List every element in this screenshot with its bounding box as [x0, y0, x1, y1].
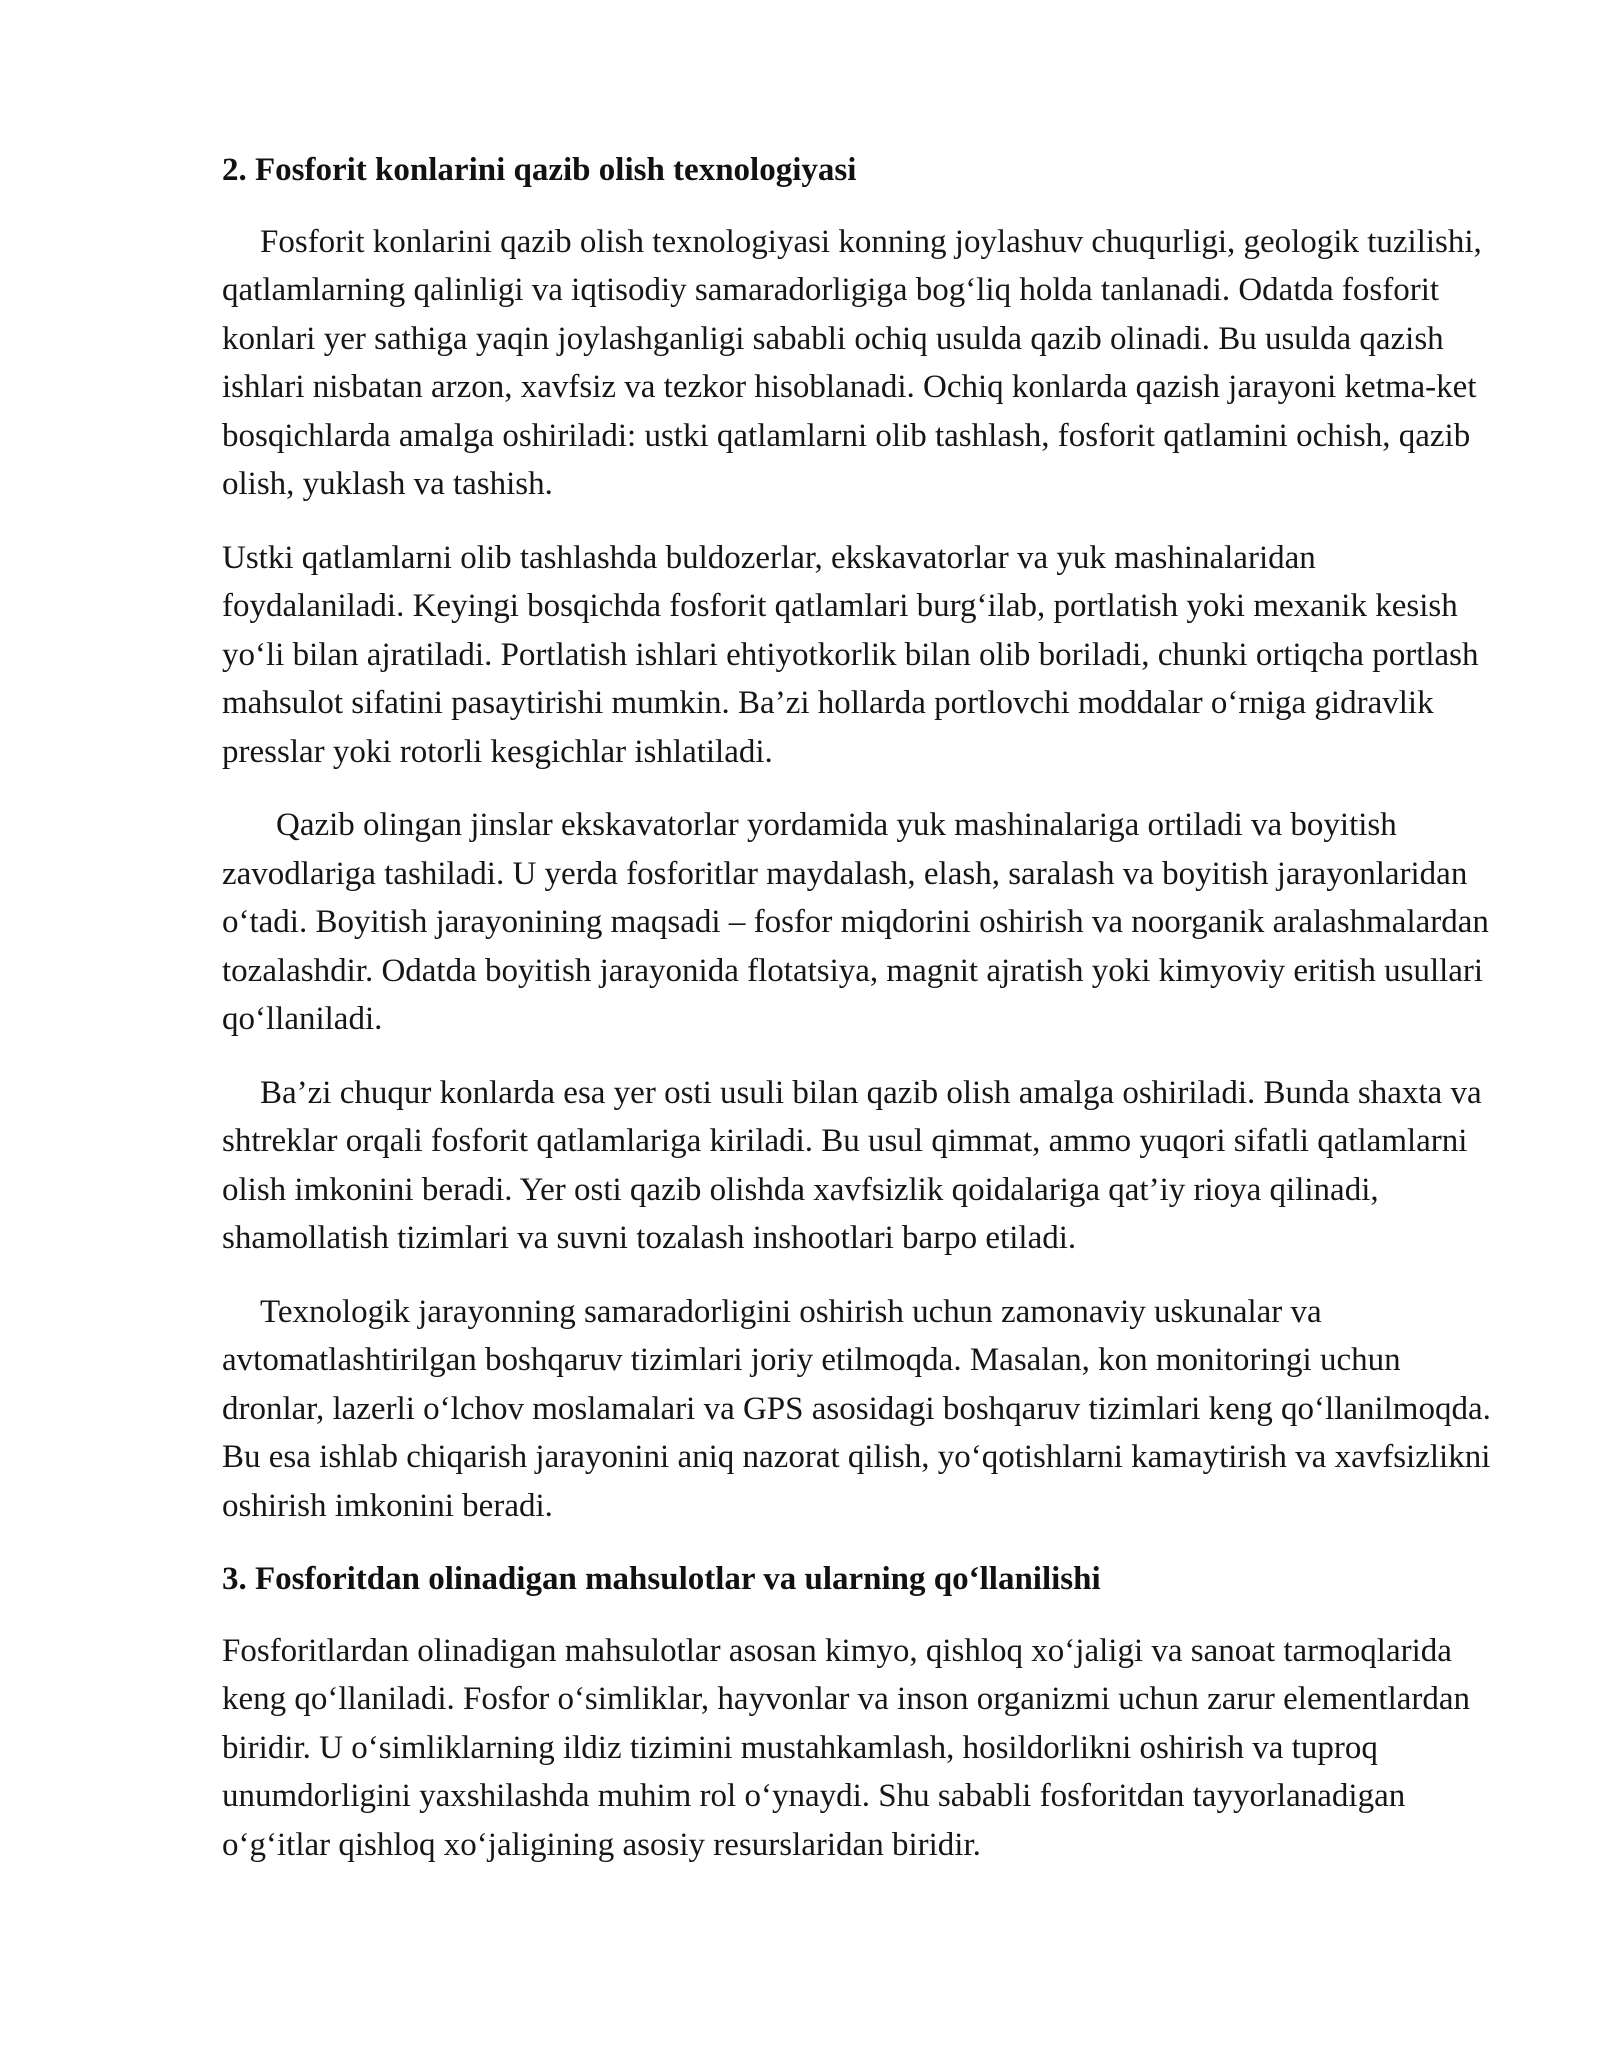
paragraph: Ba’zi chuqur konlarda esa yer osti usuli bilan qazib olish amalga oshiriladi. Bunda shaxta va shtreklar orqali fosforit qatlamlariga kiriladi. Bu usul qimmat, ammo yuqori sifatli qatlamlarni olish imkonini beradi. Yer osti qazib olishda xavfsizlik qoidalariga qat’iy rioya qilinadi, shamollatish tizimlari va suvni tozalash inshootlari barpo etiladi. [222, 1074, 1482, 1256]
paragraph: Fosforit konlarini qazib olish texnologiyasi konning joylashuv chuqurligi, geologik tuzilishi, qatlamlarning qalinligi va iqtisodiy samaradorligiga bog‘liq holda tanlanadi. Odatda fosforit konlari yer sathiga yaqin joylashganligi sababli ochiq usulda qazib olinadi. Bu usulda qazish ishlari nisbatan arzon, xavfsiz va tezkor hisoblanadi. Ochiq konlarda qazish jarayoni ketma-ket bosqichlarda amalga oshiriladi: ustki qatlamlarni olib tashlash, fosforit qatlamini ochish, qazib olish, yuklash va tashish. [222, 223, 1482, 502]
section-heading-3: 3. Fosforitdan olinadigan mahsulotlar va ularning qo‘llanilishi [222, 1561, 1101, 1597]
paragraph: Ustki qatlamlarni olib tashlashda buldozerlar, ekskavatorlar va yuk mashinalaridan foydalaniladi. Keyingi bosqichda fosforit qatlamlari burg‘ilab, portlatish yoki mexanik kesish yo‘li bilan ajratiladi. Portlatish ishlari ehtiyotkorlik bilan olib boriladi, chunki ortiqcha portlash mahsulot sifatini pasaytirishi mumkin. Ba’zi hollarda portlovchi moddalar o‘rniga gidravlik presslar yoki rotorli kesgichlar ishlatiladi. [222, 539, 1479, 770]
paragraph: Texnologik jarayonning samaradorligini oshirish uchun zamonaviy uskunalar va avtomatlashtirilgan boshqaruv tizimlari joriy etilmoqda. Masalan, kon monitoringi uchun dronlar, lazerli o‘lchov moslamalari va GPS asosidagi boshqaruv tizimlari keng qo‘llanilmoqda. Bu esa ishlab chiqarish jarayonini aniq nazorat qilish, yo‘qotishlarni kamaytirish va xavfsizlikni oshirish imkonini beradi. [222, 1293, 1491, 1524]
paragraph: Fosforitlardan olinadigan mahsulotlar asosan kimyo, qishloq xo‘jaligi va sanoat tarmoqlarida keng qo‘llaniladi. Fosfor o‘simliklar, hayvonlar va inson organizmi uchun zarur elementlardan biridir. U o‘simliklarning ildiz tizimini mustahkamlash, hosildorlikni oshirish va tuproq unumdorligini yaxshilashda muhim rol o‘ynaydi. Shu sababli fosforitdan tayyorlanadigan o‘g‘itlar qishloq xo‘jaligining asosiy resurslaridan biridir. [222, 1632, 1471, 1863]
section-heading-2: 2. Fosforit konlarini qazib olish texnologiyasi [222, 152, 857, 188]
document-page [222, 146, 1492, 1894]
paragraph: Qazib olingan jinslar ekskavatorlar yordamida yuk mashinalariga ortiladi va boyitish zavodlariga tashiladi. U yerda fosforitlar maydalash, elash, saralash va boyitish jarayonlaridan o‘tadi. Boyitish jarayonining maqsadi – fosfor miqdorini oshirish va noorganik aralashmalardan tozalashdir. Odatda boyitish jarayonida flotatsiya, magnit ajratish yoki kimyoviy eritish usullari qo‘llaniladi. [222, 807, 1489, 1037]
